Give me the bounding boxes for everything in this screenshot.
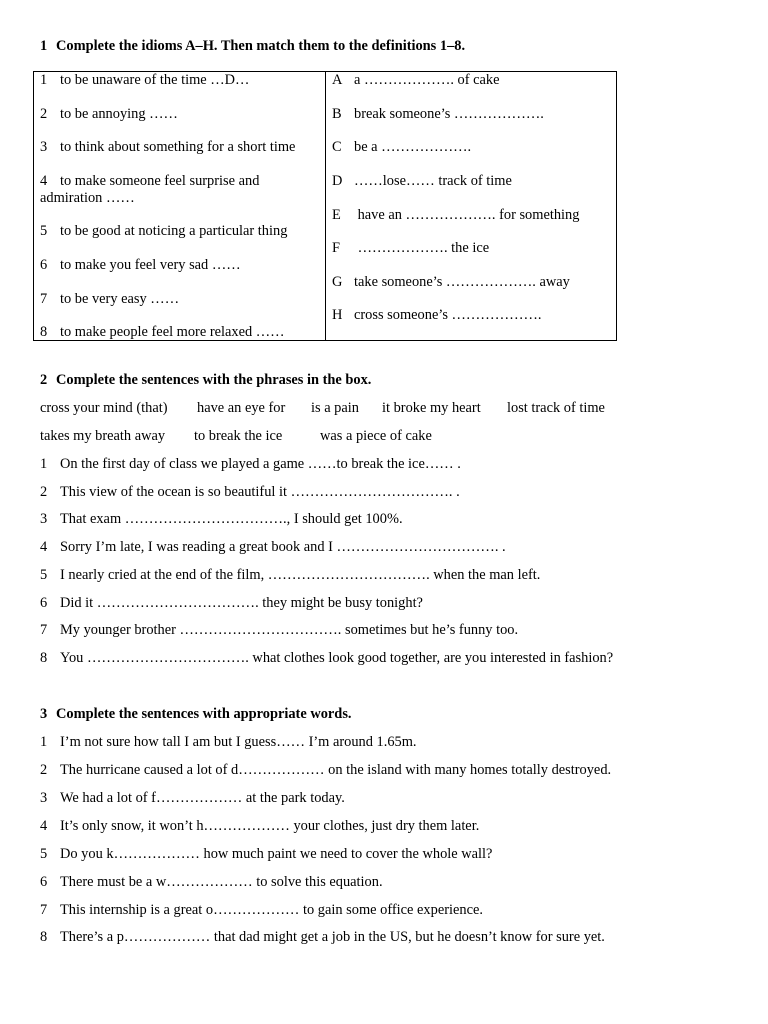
exercise-2-sentence [40,484,460,501]
sentence-number: 2 [40,484,48,500]
sentence-text: That exam ……………………………., I should get 100%. [60,511,403,527]
definition-item [40,106,322,123]
sentence-number: 7 [40,902,48,918]
table-column-divider [325,72,326,340]
exercise-2-sentence [40,595,423,612]
idiom-letter: C [332,139,342,155]
definition-number: 5 [40,223,48,239]
sentence-number: 4 [40,539,48,555]
idiom-item [332,207,614,224]
definition-text: to make people feel more relaxed …… [60,324,285,340]
exercise-3-sentence [40,902,483,919]
sentence-text: This internship is a great o……………… to gain some office experience. [60,902,483,918]
definition-number: 7 [40,291,48,307]
sentence-number: 7 [40,622,48,638]
sentence-text: You ……………………………. what clothes look good together, are you interested in fashion? [60,650,614,666]
definition-number: 1 [40,72,48,88]
sentence-number: 4 [40,818,48,834]
idiom-item [332,106,614,123]
phrase-item: was a piece of cake [320,428,432,444]
idiom-text: take someone’s ………………. away [354,274,570,290]
phrase-item: lost track of time [507,400,605,416]
idioms-matching-table [33,71,617,341]
section-1-heading [40,38,465,55]
sentence-text: There must be a w……………… to solve this equation. [60,874,383,890]
definition-text: to be annoying …… [60,106,178,122]
phrase-item: is a pain [311,400,359,416]
sentence-number: 1 [40,734,48,750]
sentence-number: 6 [40,874,48,890]
sentence-number: 1 [40,456,48,472]
idiom-text: ………………. the ice [354,240,490,256]
sentence-number: 8 [40,929,48,945]
sentence-number: 5 [40,567,48,583]
sentence-text: Did it ……………………………. they might be busy tonight? [60,595,423,611]
exercise-3-sentence [40,846,492,863]
sentence-number: 8 [40,650,48,666]
sentence-text: On the first day of class we played a game ……to break the ice…… . [60,456,461,472]
definition-number: 8 [40,324,48,340]
idiom-text: cross someone’s ………………. [354,307,542,323]
section-3-title: Complete the sentences with appropriate words. [56,706,352,722]
sentence-number: 5 [40,846,48,862]
sentence-text: The hurricane caused a lot of d……………… on the island with many homes totally destroyed. [60,762,612,778]
idiom-letter: G [332,274,343,290]
definition-number: 6 [40,257,48,273]
phrase-item: cross your mind (that) [40,400,168,416]
definition-number: 4 [40,173,48,189]
sentence-text: Sorry I’m late, I was reading a great book and I ……………………………. . [60,539,506,555]
section-3-number: 3 [40,706,48,722]
idiom-item [332,173,614,190]
definition-text: to make someone feel surprise and admiration …… [40,173,260,206]
sentence-text: My younger brother ……………………………. sometimes but he’s funny too. [60,622,519,638]
definition-item [40,173,322,207]
exercise-3-sentence [40,818,479,835]
idiom-letter: H [332,307,343,323]
sentence-text: This view of the ocean is so beautiful it ……………………………. . [60,484,460,500]
idiom-item [332,274,614,291]
sentence-text: I’m not sure how tall I am but I guess…… I’m around 1.65m. [60,734,417,750]
section-3-heading [40,706,352,723]
sentence-text: I nearly cried at the end of the film, ……………………………. when the man left. [60,567,541,583]
exercise-2-sentence [40,539,506,556]
exercise-2-sentence [40,511,403,528]
exercise-3-sentence [40,929,605,946]
definition-item [40,291,322,308]
phrase-item: have an eye for [197,400,286,416]
exercise-3-sentence [40,734,417,751]
definition-item [40,324,322,341]
definition-item [40,139,322,156]
exercise-2-sentence [40,567,540,584]
idiom-item [332,240,614,257]
sentence-number: 3 [40,511,48,527]
idiom-item [332,139,614,156]
section-2-heading [40,372,371,389]
exercise-2-sentence [40,622,518,639]
phrase-item: to break the ice [194,428,283,444]
definition-text: to be very easy …… [60,291,180,307]
exercise-3-sentence [40,762,611,779]
idiom-text: ……lose…… track of time [354,173,512,189]
idiom-item [332,307,614,324]
phrase-item: it broke my heart [382,400,481,416]
sentence-text: There’s a p……………… that dad might get a job in the US, but he doesn’t know for sure yet. [60,929,605,945]
sentence-text: Do you k……………… how much paint we need to cover the whole wall? [60,846,493,862]
phrase-item: takes my breath away [40,428,166,444]
sentence-number: 3 [40,790,48,806]
exercise-2-sentence [40,650,613,667]
idiom-letter: D [332,173,343,189]
exercise-3-sentence [40,874,383,891]
definition-text: to be good at noticing a particular thing [60,223,288,239]
definition-text: to be unaware of the time …D… [60,72,250,88]
definition-text: to make you feel very sad …… [60,257,241,273]
idiom-letter: B [332,106,342,122]
section-1-title: Complete the idioms A–H. Then match them to the definitions 1–8. [56,38,466,54]
idiom-letter: E [332,207,341,223]
definition-number: 2 [40,106,48,122]
idiom-text: break someone’s ………………. [354,106,544,122]
section-2-number: 2 [40,372,48,388]
sentence-number: 2 [40,762,48,778]
idiom-text: a ………………. of cake [354,72,500,88]
idiom-letter: F [332,240,341,256]
definition-number: 3 [40,139,48,155]
definition-item [40,223,322,240]
section-1-number: 1 [40,38,48,54]
idiom-text: be a ………………. [354,139,472,155]
idiom-item [332,72,614,89]
section-2-title: Complete the sentences with the phrases in the box. [56,372,372,388]
definition-text: to think about something for a short time [60,139,296,155]
sentence-number: 6 [40,595,48,611]
sentence-text: It’s only snow, it won’t h……………… your clothes, just dry them later. [60,818,480,834]
exercise-2-sentence [40,456,461,473]
definition-item [40,72,322,89]
definition-item [40,257,322,274]
idiom-letter: A [332,72,343,88]
sentence-text: We had a lot of f……………… at the park today. [60,790,345,806]
idiom-text: have an ………………. for something [354,207,580,223]
exercise-3-sentence [40,790,345,807]
